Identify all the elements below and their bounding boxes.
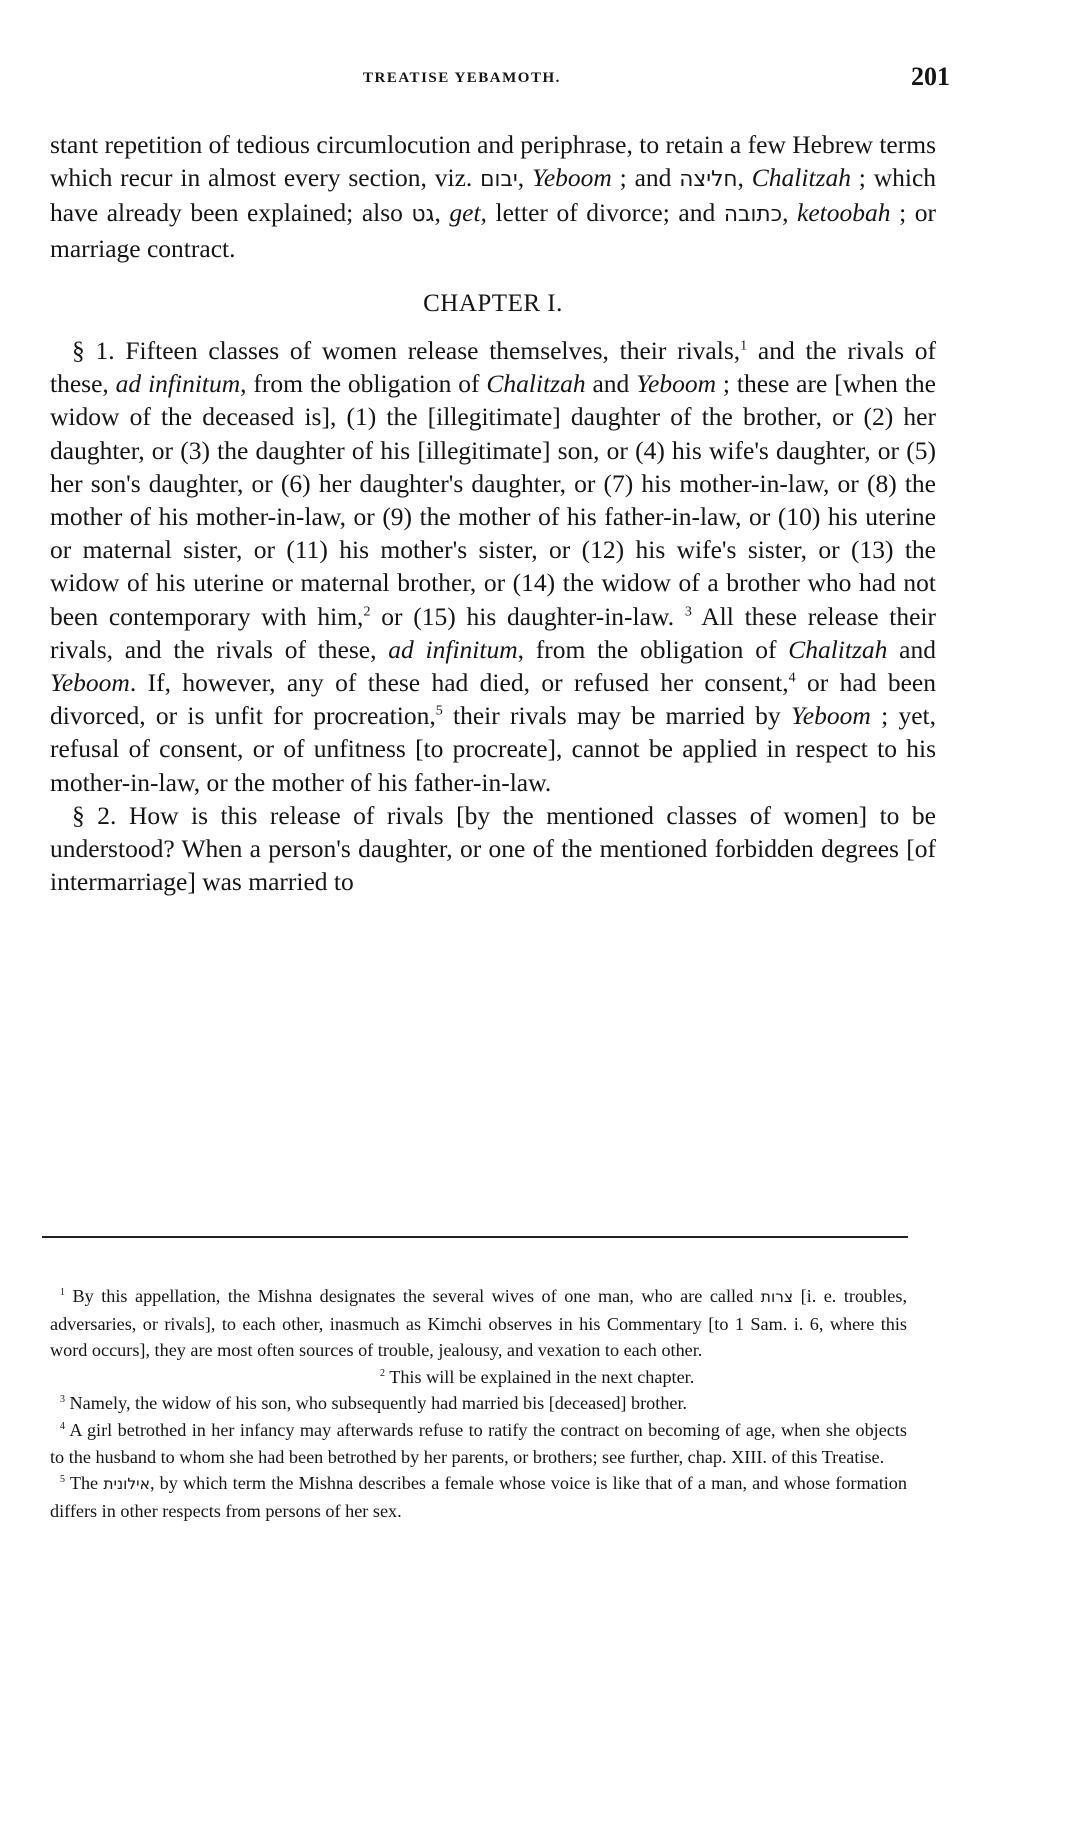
- text-run: ; yet, refusal of consent, or of unfitness [to procreate], cannot be applied in respect to his mother-in-law, or the mother of his father-in-law.: [50, 701, 936, 797]
- italic-term: Yeboom: [50, 668, 130, 698]
- text-run: ,: [737, 163, 752, 193]
- text-run: their rivals may be married by: [442, 701, 791, 731]
- text-run: , from the obligation of: [240, 369, 487, 399]
- footnote-divider: [42, 1236, 908, 1238]
- text-run: ,: [517, 163, 532, 193]
- hebrew-term-get: גט: [411, 202, 435, 228]
- text-run: or had been divorced, or is unfit for procreation,: [50, 668, 936, 731]
- term-ketoobah: ketoobah: [797, 198, 891, 228]
- text-run: stant repetition of tedious circumlocution and periphrase, to retain a few Hebrew terms which recur in almost every section, viz.: [50, 130, 936, 193]
- running-title: TREATISE YEBAMOTH.: [363, 70, 561, 86]
- footnote-ref-2[interactable]: 2: [363, 604, 371, 620]
- footnote-3: [50, 1390, 907, 1417]
- italic-term: Chalitzah: [486, 369, 586, 399]
- text-run: or (15) his daughter-in-law.: [370, 601, 685, 631]
- italic-term: Yeboom: [790, 701, 871, 731]
- italic-term: Yeboom: [636, 369, 717, 399]
- text-run: ; or marriage contract.: [50, 198, 936, 263]
- text-run: All these release their rivals, and the rivals of these,: [50, 601, 937, 664]
- text-run: and the rivals of these,: [50, 336, 936, 399]
- text-run: and: [887, 634, 936, 664]
- hebrew-term-chalitzah: חליצה: [679, 167, 738, 193]
- term-get: get,: [449, 198, 487, 228]
- text-run: , by which term the Mishna describes a female whose voice is like that of a man, and whose formation differs in other respects from persons of her sex.: [50, 1473, 907, 1521]
- footnote-ref-1[interactable]: 1: [740, 338, 748, 354]
- text-run: , from the obligation of: [517, 634, 789, 664]
- footnote-ref-5[interactable]: 5: [435, 703, 443, 719]
- italic-term: Chalitzah: [788, 634, 888, 664]
- chapter-heading: CHAPTER I.: [423, 289, 563, 317]
- hebrew-term-ketoobah: כתובה: [723, 202, 783, 228]
- hebrew-term-tzarot: צרות: [760, 1288, 794, 1306]
- footnote-2: [50, 1364, 907, 1391]
- text-run: [i. e. troubles, adversaries, or rivals], to each other, inasmuch as Kimchi observes in his Commentary [to 1 Sam. i. 6, where this word occurs], they are most often sources of trouble, jealousy, and vexation to each other.: [50, 1286, 907, 1361]
- term-yeboom: Yeboom: [532, 163, 612, 193]
- section-1-paragraph: [50, 334, 936, 799]
- footnote-number: 4: [60, 1420, 65, 1432]
- footnote-number: 1: [60, 1286, 65, 1298]
- text-run: By this appellation, the Mishna designates the several wives of one man, who are called: [65, 1286, 761, 1306]
- footnote-number: 2: [380, 1367, 385, 1379]
- text-run: ; and: [611, 163, 680, 193]
- section-2-paragraph: § 2. How is this release of rivals [by the mentioned classes of women] to be understood? When a person's daughter, or one of the mentioned forbidden degrees [of intermarriage] was married to: [50, 800, 936, 897]
- footnotes: [50, 1283, 907, 1524]
- text-run: § 1. Fifteen classes of women release themselves, their rivals,: [72, 336, 741, 366]
- text-run: The: [65, 1473, 104, 1494]
- intro-paragraph: [50, 128, 936, 265]
- text-run: . If, however, any of these had died, or refused her consent,: [129, 668, 789, 698]
- footnote-number: 5: [60, 1474, 65, 1486]
- text-run: ; these are [when the widow of the deceased is], (1) the [illegitimate] daughter of the brother, or (2) her daughter, or (3) the daughter of his [illegitimate] son, or (4) his wife's daughter, or (5) her son's daughter, or (6) her daughter's daughter, or (7) his mother-in-law, or (8) the mother of his mother-in-law, or (9) the mother of his father-in-law, or (10) his uterine or maternal sister, or (11) his mother's sister, or (12) his wife's sister, or (13) the widow of his uterine or maternal brother, or (14) the widow of a brother who had not been contemporary with him,: [50, 369, 936, 631]
- footnote-number: 3: [60, 1394, 65, 1406]
- text-run: and: [585, 369, 637, 399]
- page-number: 201: [911, 62, 950, 91]
- text-run: A girl betrothed in her infancy may afterwards refuse to ratify the contract on becoming of age, when she objects to the husband to whom she had been betrothed by her parents, or brothers; see further, chap. XIII. of this Treatise.: [50, 1419, 907, 1467]
- running-head: [50, 62, 950, 92]
- footnote-ref-4[interactable]: 4: [788, 670, 796, 686]
- text-run: ,: [434, 198, 450, 228]
- text-run: ; which have already been explained; also: [50, 163, 937, 228]
- text-run: Namely, the widow of his son, who subsequently had married bis [deceased] brother.: [65, 1393, 688, 1414]
- text-run: ,: [782, 198, 798, 228]
- italic-term: ad infinitum: [388, 634, 518, 664]
- footnote-4: [50, 1417, 907, 1470]
- footnote-ref-3[interactable]: 3: [684, 604, 692, 620]
- text-run: This will be explained in the next chapter.: [385, 1366, 695, 1387]
- italic-term: ad infinitum: [115, 369, 241, 399]
- footnote-1: [50, 1283, 907, 1364]
- hebrew-term-aylonit: אילונית: [103, 1475, 150, 1494]
- hebrew-term-yeboom: יבום: [480, 167, 518, 193]
- main-text: [50, 128, 936, 898]
- text-run: letter of divorce; and: [486, 198, 724, 228]
- footnote-5: [50, 1470, 907, 1524]
- term-chalitzah: Chalitzah: [751, 163, 851, 193]
